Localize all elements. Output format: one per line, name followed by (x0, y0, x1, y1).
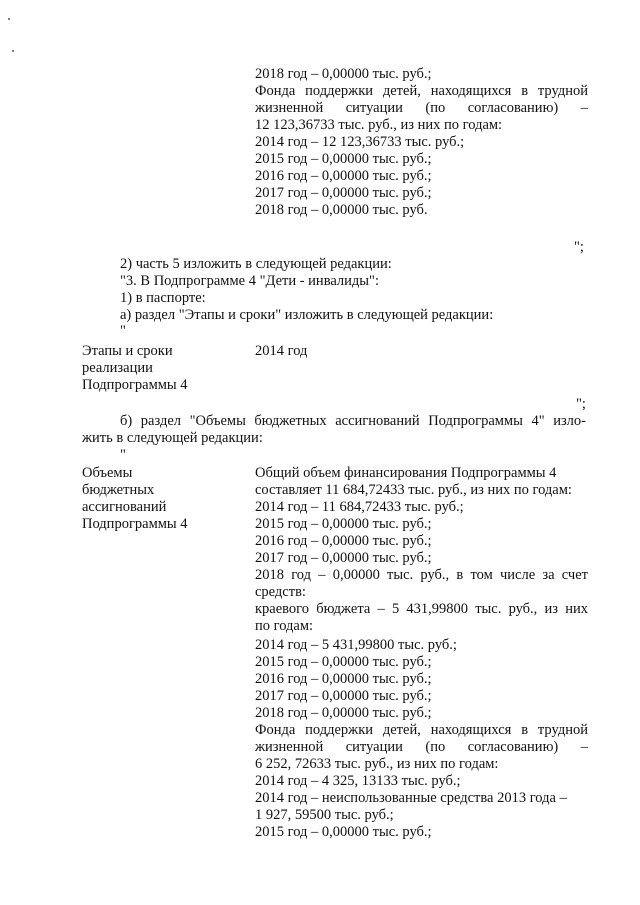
text-line: жить в следующей редакции: (82, 430, 263, 446)
stages-label: Этапы и сроки (82, 343, 173, 359)
word: находящихся (430, 722, 512, 738)
scan-speck (12, 50, 14, 52)
stages-value: 2014 год (255, 343, 308, 359)
volumes-value-line: 1 927, 59500 тыс. руб.; (255, 807, 394, 823)
closing-quote-mark: "; (574, 239, 584, 255)
word: руб., (508, 601, 538, 617)
text-line-justified (255, 83, 588, 100)
closing-quote-mark: "; (576, 396, 586, 412)
word: тыс. (387, 567, 414, 583)
word: поддержки (305, 722, 373, 738)
word: ситуации (345, 739, 403, 755)
word: числе (499, 567, 536, 583)
volumes-label: бюджетных (82, 482, 155, 498)
word: согласованию) (467, 100, 559, 116)
word: год (291, 567, 312, 583)
opening-quote-mark: " (120, 447, 126, 463)
scan-speck (8, 18, 10, 20)
text-line: 2017 год – 0,00000 тыс. руб.; (255, 185, 432, 201)
word: бюджетных (254, 413, 327, 429)
volumes-value-line (255, 601, 588, 618)
passport-instruction: 1) в паспорте: (120, 290, 206, 306)
word: жизненной (255, 739, 324, 755)
word: Подпрограммы (428, 413, 523, 429)
volumes-value-line: 2018 год – 0,00000 тыс. руб.; (255, 705, 432, 721)
volumes-value-line: Общий объем финансирования Подпрограммы 4 (255, 465, 557, 481)
volumes-label: ассигнований (82, 499, 167, 515)
part5-instruction: 2) часть 5 изложить в следующей редакции: (120, 256, 392, 272)
word: находящихся (430, 83, 512, 99)
word: детей, (382, 83, 421, 99)
volumes-value-line: 2014 год – неиспользованные средства 2013 года – (255, 790, 567, 806)
word: трудной (537, 83, 588, 99)
volumes-value-line: 2014 год – 4 325, 13133 тыс. руб.; (255, 773, 461, 789)
word: детей, (382, 722, 421, 738)
word: бюджета (316, 601, 371, 617)
word: них (565, 601, 588, 617)
word: (по (425, 100, 446, 116)
volumes-value-line: 2017 год – 0,00000 тыс. руб.; (255, 550, 432, 566)
volumes-value-line: 2014 год – 11 684,72433 тыс. руб.; (255, 499, 464, 515)
word: 2018 (255, 567, 284, 583)
word: – (580, 100, 588, 116)
word: б) (120, 413, 133, 429)
word: трудной (537, 722, 588, 738)
volumes-value-line: 2017 год – 0,00000 тыс. руб.; (255, 688, 432, 704)
stages-label: Подпрограммы 4 (82, 377, 188, 393)
text-line: 2015 год – 0,00000 тыс. руб.; (255, 151, 432, 167)
word: за (542, 567, 555, 583)
word: в (521, 83, 529, 99)
word: счет (561, 567, 588, 583)
word: – (318, 567, 326, 583)
volumes-value-line: составляет 11 684,72433 тыс. руб., из них по годам: (255, 482, 572, 498)
stages-label: реализации (82, 360, 153, 376)
word: тыс. (475, 601, 502, 617)
word: ассигнований (335, 413, 420, 429)
text-line: 2014 год – 12 123,36733 тыс. руб.; (255, 134, 465, 150)
word: Фонда (255, 83, 296, 99)
word: – (377, 601, 385, 617)
text-line: 2018 год – 0,00000 тыс. руб. (255, 202, 428, 218)
text-line-justified (120, 413, 586, 430)
volumes-value-line: 2015 год – 0,00000 тыс. руб.; (255, 654, 432, 670)
word: "Объемы (189, 413, 246, 429)
word: ситуации (345, 100, 403, 116)
word: том (470, 567, 493, 583)
opening-quote-mark: " (120, 323, 126, 339)
word: руб., (420, 567, 450, 583)
word: 5 (391, 601, 400, 617)
section-a-instruction: а) раздел "Этапы и сроки" изложить в следующей редакции: (120, 307, 494, 323)
volumes-label: Объемы (82, 465, 133, 481)
word: Фонда (255, 722, 296, 738)
text-line: 2016 год – 0,00000 тыс. руб.; (255, 168, 432, 184)
volumes-value-line (255, 567, 588, 584)
word: из (544, 601, 559, 617)
word: изло- (553, 413, 586, 429)
text-line: 12 123,36733 тыс. руб., из них по годам: (255, 117, 503, 133)
volumes-value-line: 2015 год – 0,00000 тыс. руб.; (255, 516, 432, 532)
text-line-justified (255, 100, 588, 117)
word: жизненной (255, 100, 324, 116)
volumes-value-line: средств: (255, 584, 306, 600)
word: раздел (140, 413, 181, 429)
word: краевого (255, 601, 309, 617)
volumes-value-line (255, 722, 588, 739)
volumes-value-line: 2014 год – 5 431,99800 тыс. руб.; (255, 637, 457, 653)
word: поддержки (305, 83, 373, 99)
word: 4" (531, 413, 545, 429)
volumes-value-line: 2016 год – 0,00000 тыс. руб.; (255, 533, 432, 549)
volumes-value-line (255, 739, 588, 756)
volumes-value-line: 6 252, 72633 тыс. руб., из них по годам: (255, 756, 499, 772)
volumes-value-line: 2016 год – 0,00000 тыс. руб.; (255, 671, 432, 687)
subprogram-heading: "3. В Подпрограмме 4 "Дети - инвалиды": (120, 273, 379, 289)
volumes-value-line: 2015 год – 0,00000 тыс. руб.; (255, 824, 432, 840)
word: 0,00000 (332, 567, 380, 583)
volumes-value-line: по годам: (255, 618, 314, 634)
text-line: 2018 год – 0,00000 тыс. руб.; (255, 66, 432, 82)
word: (по (425, 739, 446, 755)
word: 431,99800 (406, 601, 469, 617)
word: – (580, 739, 588, 755)
volumes-label: Подпрограммы 4 (82, 516, 188, 532)
word: в (521, 722, 529, 738)
word: в (456, 567, 464, 583)
word: согласованию) (467, 739, 559, 755)
